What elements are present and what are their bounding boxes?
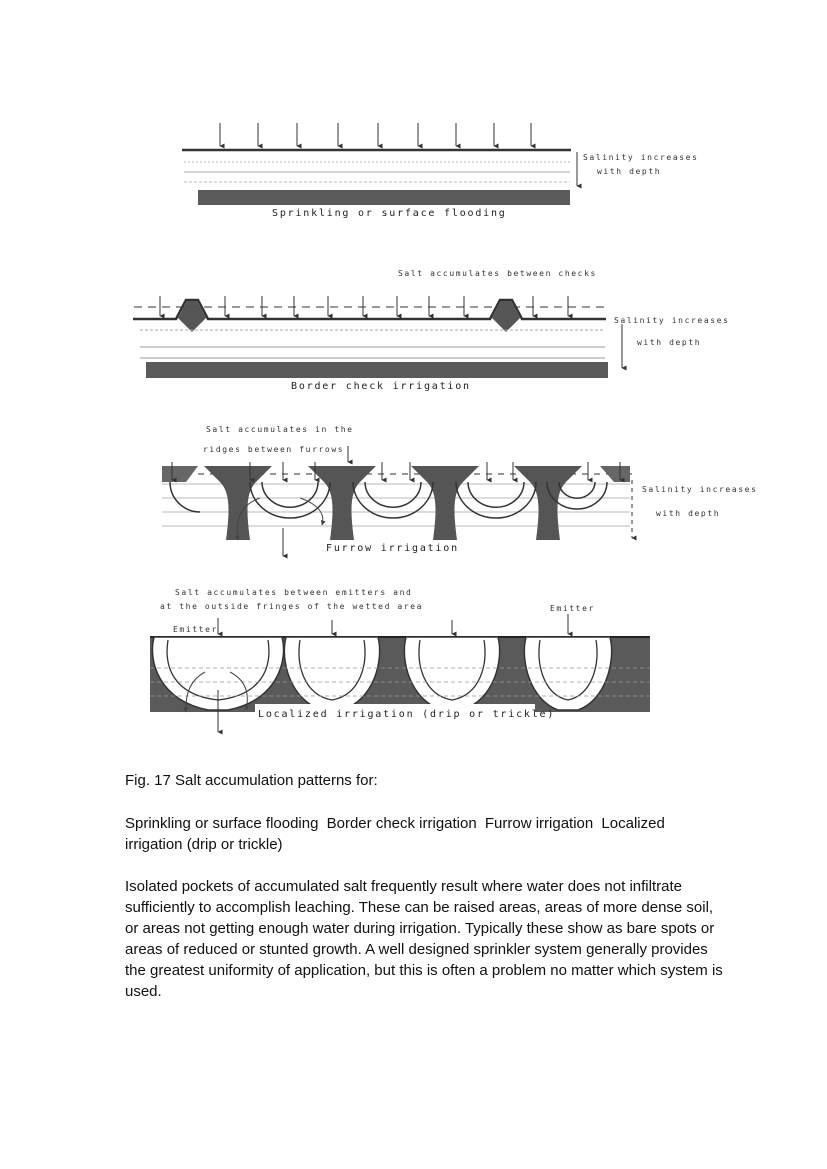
salinity-depth-label: with depth — [597, 167, 662, 176]
salt-ridge — [204, 466, 272, 540]
figure-caption: Fig. 17 Salt accumulation patterns for: — [125, 772, 378, 789]
wetting-front — [262, 482, 318, 507]
panel-sprinkling — [182, 123, 699, 219]
salt-ridge — [162, 466, 198, 482]
salinity-label: Salinity increases — [583, 153, 699, 162]
wetting-front — [468, 482, 524, 507]
salinity-depth-label: with depth — [637, 338, 702, 347]
salt-ridge — [411, 466, 479, 540]
salt-ridge — [600, 466, 630, 482]
emitter-label: Emitter — [173, 625, 218, 634]
salt-note: at the outside fringes of the wetted area — [160, 602, 424, 611]
panel-caption: Localized irrigation (drip or trickle) — [258, 709, 556, 720]
body-paragraph: Isolated pockets of accumulated salt frequently result where water does not infiltrate sufficiently to accomplish leaching. These can be raised areas, areas of more dense soil, or areas not getting enough water during irrigation. Typically these show as bare spots or areas of reduced or stunted growth. A well designed sprinkler system generally provides the greatest uniformity of application, but this is often a problem no matter which system is used. — [125, 878, 723, 1000]
caption-item: Furrow irrigation — [484, 815, 594, 832]
salt-note: Salt accumulates between emitters and — [175, 588, 413, 597]
salinity-depth-label: with depth — [656, 509, 721, 518]
salt-layer — [198, 190, 570, 205]
salinity-label: Salinity increases — [614, 316, 730, 325]
salt-note: ridges between furrows — [203, 445, 345, 454]
water-arrows — [220, 123, 531, 146]
salt-note: Salt accumulates in the — [206, 425, 354, 434]
salt-layer — [146, 362, 608, 378]
panel-caption: Border check irrigation — [291, 381, 471, 392]
salt-ridge — [514, 466, 582, 540]
panel-furrow — [162, 425, 758, 556]
panel-border-check — [133, 269, 730, 392]
figure-caption-items — [125, 813, 725, 855]
wetting-front — [170, 482, 200, 512]
caption-item: Localized irrigation (drip or trickle) — [125, 815, 665, 853]
salt-note: Salt accumulates between checks — [398, 269, 597, 278]
wetting-front — [365, 482, 421, 507]
panel-caption: Sprinkling or surface flooding — [272, 208, 507, 219]
panel-localized — [150, 588, 650, 732]
caption-item: Sprinkling or surface flooding — [125, 815, 319, 832]
panel-caption: Furrow irrigation — [326, 543, 459, 554]
caption-item: Border check irrigation — [326, 815, 477, 832]
emitter-label: Emitter — [550, 604, 595, 613]
emitter-arrows — [218, 614, 568, 634]
salt-ridge — [308, 466, 376, 540]
salt-ridges — [162, 466, 630, 540]
salinity-label: Salinity increases — [642, 485, 758, 494]
